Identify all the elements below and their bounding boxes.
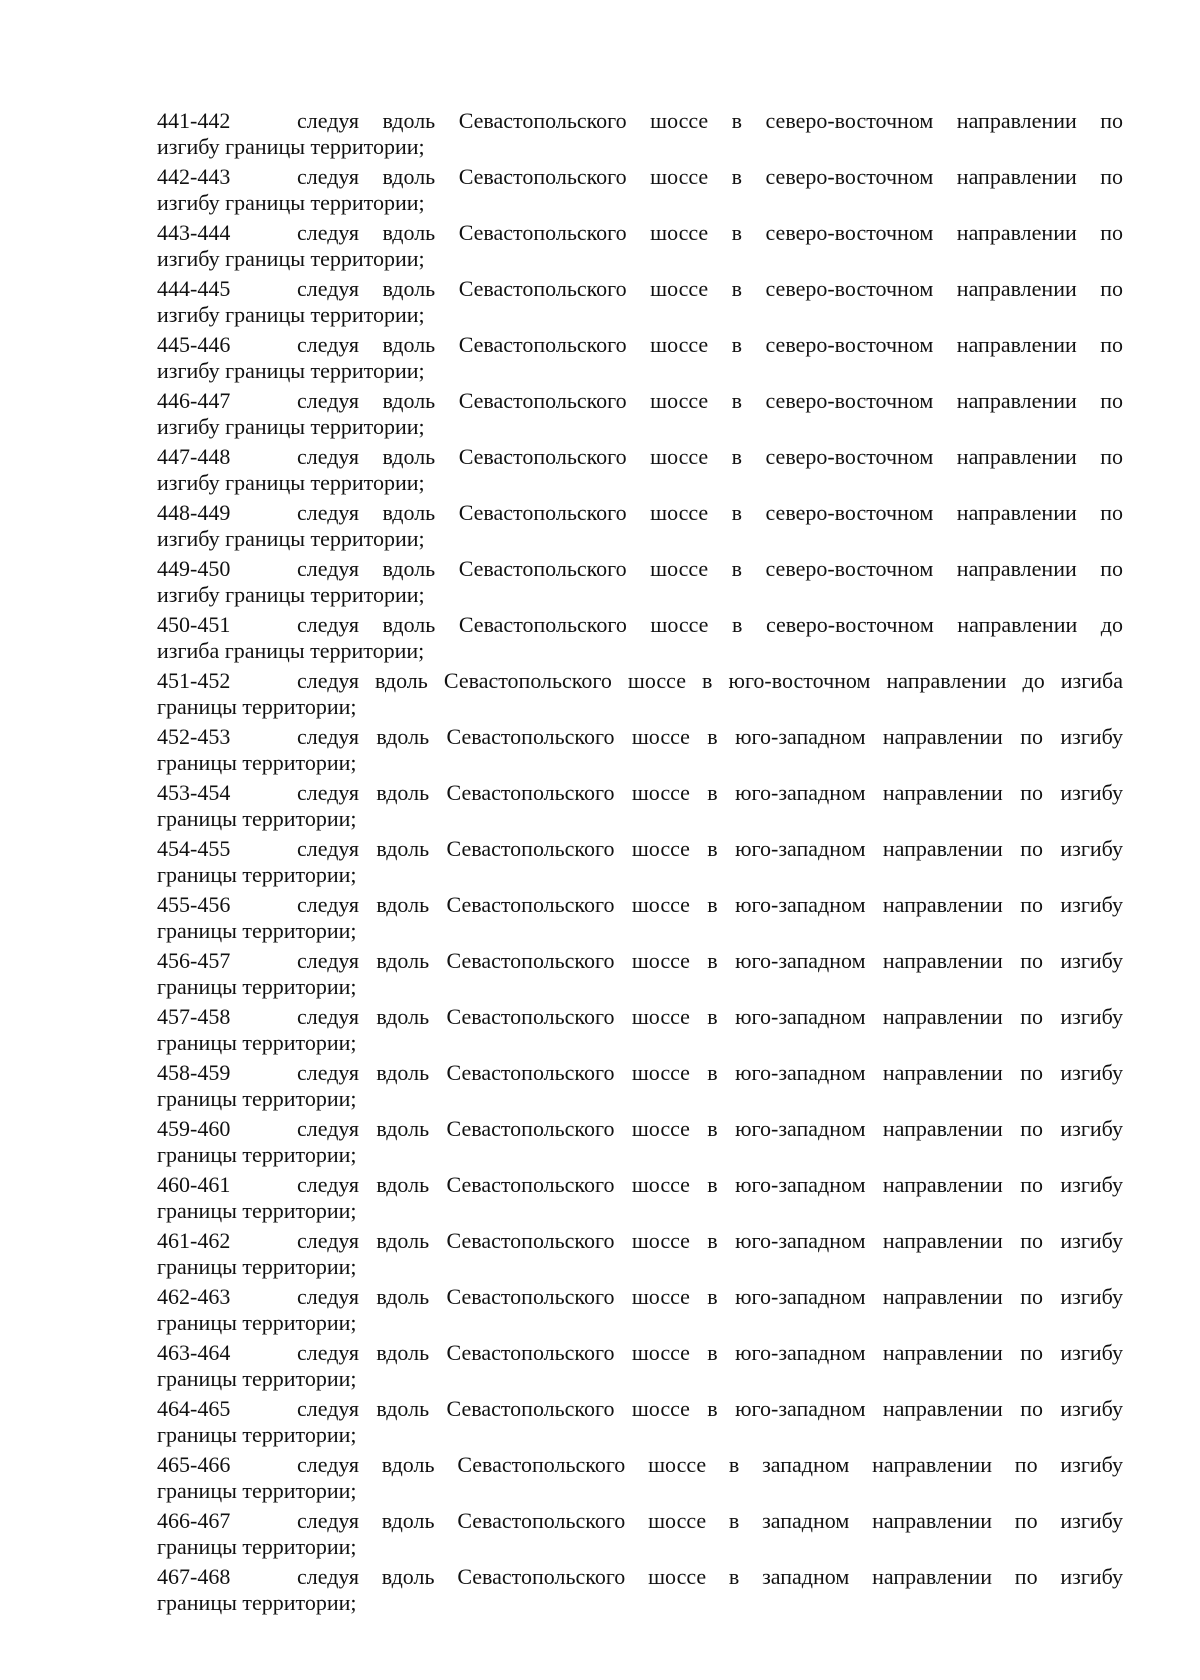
segment-description: следуя вдоль Севастопольского шоссе в северо-восточном направлении по <box>297 220 1123 245</box>
segment-description: следуя вдоль Севастопольского шоссе в юго-западном направлении по изгибу <box>297 948 1123 973</box>
segment-number: 457-458 <box>157 1004 231 1029</box>
segment-description-continuation: границы территории; <box>157 974 357 999</box>
segment-number: 467-468 <box>157 1564 231 1589</box>
segment-number: 466-467 <box>157 1508 231 1533</box>
segment-number: 460-461 <box>157 1172 231 1197</box>
segment-description: следуя вдоль Севастопольского шоссе в северо-восточном направлении по <box>297 388 1123 413</box>
boundary-entry <box>157 108 1123 164</box>
segment-number: 446-447 <box>157 388 231 413</box>
segment-description: следуя вдоль Севастопольского шоссе в западном направлении по изгибу <box>297 1508 1123 1533</box>
segment-number: 450-451 <box>157 612 231 637</box>
segment-description: следуя вдоль Севастопольского шоссе в северо-восточном направлении по <box>297 444 1123 469</box>
boundary-entry <box>157 1452 1123 1508</box>
segment-number: 458-459 <box>157 1060 231 1085</box>
segment-number: 462-463 <box>157 1284 231 1309</box>
segment-description-continuation: изгибу границы территории; <box>157 358 425 383</box>
boundary-entry <box>157 444 1123 500</box>
boundary-entry <box>157 1396 1123 1452</box>
boundary-entry <box>157 1116 1123 1172</box>
boundary-entry <box>157 724 1123 780</box>
entry-first-line <box>157 1452 1123 1478</box>
segment-description: следуя вдоль Севастопольского шоссе в северо-восточном направлении до <box>297 612 1123 637</box>
entry-first-line <box>157 1116 1123 1142</box>
segment-number: 441-442 <box>157 108 231 133</box>
boundary-entry <box>157 1564 1123 1620</box>
segment-number: 443-444 <box>157 220 231 245</box>
segment-description: следуя вдоль Севастопольского шоссе в юго-западном направлении по изгибу <box>297 724 1123 749</box>
boundary-entry <box>157 276 1123 332</box>
segment-description-continuation: границы территории; <box>157 694 357 719</box>
entry-first-line <box>157 1284 1123 1310</box>
segment-description-continuation: границы территории; <box>157 1142 357 1167</box>
segment-description-continuation: изгибу границы территории; <box>157 414 425 439</box>
boundary-entry <box>157 556 1123 612</box>
boundary-entry <box>157 388 1123 444</box>
segment-description-continuation: изгиба границы территории; <box>157 638 425 663</box>
entry-first-line <box>157 556 1123 582</box>
segment-description: следуя вдоль Севастопольского шоссе в северо-восточном направлении по <box>297 556 1123 581</box>
segment-description-continuation: изгибу границы территории; <box>157 246 425 271</box>
segment-number: 455-456 <box>157 892 231 917</box>
segment-number: 451-452 <box>157 668 231 693</box>
segment-number: 447-448 <box>157 444 231 469</box>
entry-first-line <box>157 220 1123 246</box>
segment-description: следуя вдоль Севастопольского шоссе в юго-западном направлении по изгибу <box>297 1060 1123 1085</box>
segment-description: следуя вдоль Севастопольского шоссе в юго-западном направлении по изгибу <box>297 836 1123 861</box>
segment-description-continuation: границы территории; <box>157 750 357 775</box>
boundary-entry <box>157 1340 1123 1396</box>
segment-description: следуя вдоль Севастопольского шоссе в юго-западном направлении по изгибу <box>297 1004 1123 1029</box>
entry-first-line <box>157 668 1123 694</box>
segment-number: 461-462 <box>157 1228 231 1253</box>
entry-first-line <box>157 948 1123 974</box>
segment-number: 445-446 <box>157 332 231 357</box>
boundary-entry <box>157 220 1123 276</box>
segment-description-continuation: изгибу границы территории; <box>157 470 425 495</box>
segment-number: 454-455 <box>157 836 231 861</box>
segment-description-continuation: границы территории; <box>157 1254 357 1279</box>
boundary-entry <box>157 780 1123 836</box>
segment-description-continuation: границы территории; <box>157 1534 357 1559</box>
boundary-entry <box>157 948 1123 1004</box>
segment-number: 464-465 <box>157 1396 231 1421</box>
segment-description: следуя вдоль Севастопольского шоссе в юго-западном направлении по изгибу <box>297 1396 1123 1421</box>
entry-first-line <box>157 500 1123 526</box>
boundary-entry <box>157 1060 1123 1116</box>
segment-description-continuation: границы территории; <box>157 806 357 831</box>
entry-first-line <box>157 164 1123 190</box>
segment-description-continuation: границы территории; <box>157 1478 357 1503</box>
segment-number: 456-457 <box>157 948 231 973</box>
boundary-entry <box>157 612 1123 668</box>
segment-description-continuation: границы территории; <box>157 1590 357 1615</box>
boundary-entry <box>157 1004 1123 1060</box>
segment-description-continuation: границы территории; <box>157 862 357 887</box>
boundary-entry <box>157 836 1123 892</box>
segment-description-continuation: изгибу границы территории; <box>157 582 425 607</box>
segment-description-continuation: изгибу границы территории; <box>157 190 425 215</box>
segment-description: следуя вдоль Севастопольского шоссе в западном направлении по изгибу <box>297 1452 1123 1477</box>
segment-number: 449-450 <box>157 556 231 581</box>
segment-description-continuation: границы территории; <box>157 1366 357 1391</box>
boundary-entry <box>157 1228 1123 1284</box>
segment-description: следуя вдоль Севастопольского шоссе в юго-западном направлении по изгибу <box>297 1172 1123 1197</box>
entry-first-line <box>157 1508 1123 1534</box>
segment-description-continuation: изгибу границы территории; <box>157 134 425 159</box>
segment-number: 448-449 <box>157 500 231 525</box>
entry-first-line <box>157 612 1123 638</box>
segment-description-continuation: границы территории; <box>157 1086 357 1111</box>
boundary-entry <box>157 500 1123 556</box>
entry-first-line <box>157 724 1123 750</box>
boundary-entry <box>157 892 1123 948</box>
segment-description-continuation: границы территории; <box>157 918 357 943</box>
boundary-entry <box>157 1284 1123 1340</box>
segment-description-continuation: границы территории; <box>157 1198 357 1223</box>
entry-first-line <box>157 836 1123 862</box>
segment-description-continuation: изгибу границы территории; <box>157 526 425 551</box>
segment-number: 459-460 <box>157 1116 231 1141</box>
segment-description: следуя вдоль Севастопольского шоссе в северо-восточном направлении по <box>297 332 1123 357</box>
entry-first-line <box>157 388 1123 414</box>
boundary-entry <box>157 668 1123 724</box>
segment-description-continuation: границы территории; <box>157 1422 357 1447</box>
segment-number: 465-466 <box>157 1452 231 1477</box>
segment-description: следуя вдоль Севастопольского шоссе в юго-западном направлении по изгибу <box>297 780 1123 805</box>
boundary-description-list <box>157 108 1123 1620</box>
entry-first-line <box>157 1060 1123 1086</box>
segment-number: 444-445 <box>157 276 231 301</box>
segment-number: 442-443 <box>157 164 231 189</box>
segment-number: 453-454 <box>157 780 231 805</box>
entry-first-line <box>157 1396 1123 1422</box>
entry-first-line <box>157 332 1123 358</box>
entry-first-line <box>157 1004 1123 1030</box>
entry-first-line <box>157 780 1123 806</box>
entry-first-line <box>157 1228 1123 1254</box>
segment-description: следуя вдоль Севастопольского шоссе в юго-западном направлении по изгибу <box>297 892 1123 917</box>
boundary-entry <box>157 1508 1123 1564</box>
entry-first-line <box>157 1340 1123 1366</box>
segment-description: следуя вдоль Севастопольского шоссе в северо-восточном направлении по <box>297 500 1123 525</box>
entry-first-line <box>157 276 1123 302</box>
segment-description: следуя вдоль Севастопольского шоссе в юго-западном направлении по изгибу <box>297 1284 1123 1309</box>
entry-first-line <box>157 108 1123 134</box>
segment-description: следуя вдоль Севастопольского шоссе в юго-западном направлении по изгибу <box>297 1340 1123 1365</box>
segment-description-continuation: изгибу границы территории; <box>157 302 425 327</box>
entry-first-line <box>157 1564 1123 1590</box>
segment-number: 463-464 <box>157 1340 231 1365</box>
boundary-entry <box>157 164 1123 220</box>
segment-description: следуя вдоль Севастопольского шоссе в юго-западном направлении по изгибу <box>297 1228 1123 1253</box>
segment-description-continuation: границы территории; <box>157 1310 357 1335</box>
segment-number: 452-453 <box>157 724 231 749</box>
entry-first-line <box>157 444 1123 470</box>
entry-first-line <box>157 892 1123 918</box>
segment-description: следуя вдоль Севастопольского шоссе в западном направлении по изгибу <box>297 1564 1123 1589</box>
segment-description: следуя вдоль Севастопольского шоссе в северо-восточном направлении по <box>297 164 1123 189</box>
segment-description: следуя вдоль Севастопольского шоссе в юго-западном направлении по изгибу <box>297 1116 1123 1141</box>
segment-description-continuation: границы территории; <box>157 1030 357 1055</box>
boundary-entry <box>157 332 1123 388</box>
entry-first-line <box>157 1172 1123 1198</box>
segment-description: следуя вдоль Севастопольского шоссе в юго-восточном направлении до изгиба <box>297 668 1123 693</box>
boundary-entry <box>157 1172 1123 1228</box>
segment-description: следуя вдоль Севастопольского шоссе в северо-восточном направлении по <box>297 276 1123 301</box>
segment-description: следуя вдоль Севастопольского шоссе в северо-восточном направлении по <box>297 108 1123 133</box>
